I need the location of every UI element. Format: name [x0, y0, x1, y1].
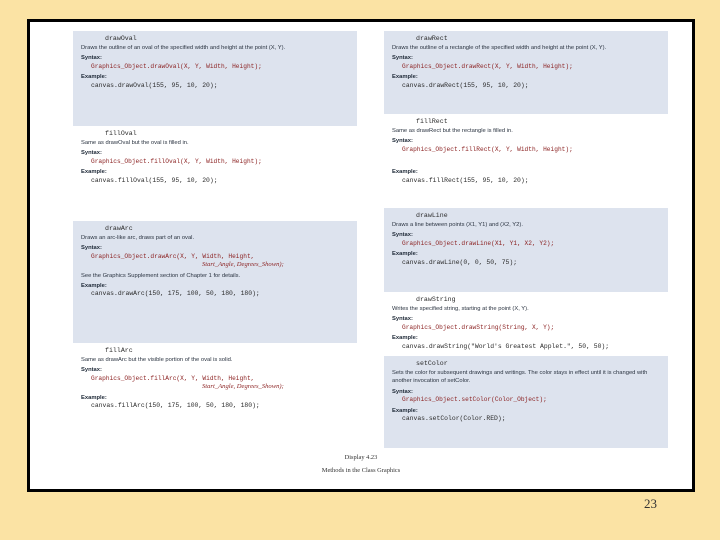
example-code: canvas.drawOval(155, 95, 10, 20);: [91, 81, 218, 89]
syntax-label: Syntax:: [81, 367, 102, 374]
method-description: Same as drawOval but the oval is filled in.: [81, 140, 189, 146]
example-code: canvas.drawRect(155, 95, 10, 20);: [402, 81, 529, 89]
example-code: canvas.fillRect(155, 95, 10, 20);: [402, 176, 529, 184]
method-description: Draws the outline of an oval of the specified width and height at the point (X, Y).: [81, 45, 286, 51]
method-name: drawString: [416, 296, 456, 303]
method-box-setColor: [384, 356, 668, 448]
method-name: drawRect: [416, 35, 448, 42]
syntax-label: Syntax:: [81, 55, 102, 62]
example-label: Example:: [81, 394, 107, 401]
syntax-label: Syntax:: [392, 316, 413, 323]
method-description: Sets the color for subsequent drawings and writings. The color stays in effect until it is changed with another invocation of setColor.: [392, 370, 648, 385]
method-name: setColor: [416, 360, 448, 367]
method-box-fillOval: [73, 126, 357, 221]
example-label: Example:: [81, 74, 107, 81]
method-name: drawLine: [416, 212, 448, 219]
syntax-label: Syntax:: [392, 55, 413, 62]
method-name: drawOval: [105, 35, 137, 42]
example-code: canvas.fillArc(150, 175, 100, 50, 180, 180);: [91, 402, 260, 410]
page-number: 23: [644, 496, 657, 511]
syntax-line: Graphics_Object.drawArc(X, Y, Width, Height,: [91, 252, 255, 260]
method-description: Draws a line between points (X1, Y1) and (X2, Y2).: [392, 222, 523, 228]
method-box-drawString: [384, 292, 668, 356]
method-box-drawOval: [73, 31, 357, 126]
method-box-fillArc: [73, 343, 357, 453]
syntax-label: Syntax:: [392, 138, 413, 145]
method-description: Same as drawRect but the rectangle is filled in.: [392, 128, 513, 134]
display-number: Display 4.23: [344, 454, 378, 461]
display-title: Methods in the Class Graphics: [321, 467, 401, 474]
method-name: fillRect: [416, 118, 448, 125]
syntax-line: Graphics_Object.setColor(Color_Object);: [402, 396, 547, 404]
syntax-line: Graphics_Object.drawOval(X, Y, Width, Height);: [91, 62, 262, 70]
example-label: Example:: [392, 251, 418, 258]
method-name: fillOval: [105, 130, 137, 137]
method-description: Draws an arc-like arc, draws part of an oval.: [81, 235, 195, 241]
method-name: fillArc: [105, 347, 133, 354]
example-code: canvas.setColor(Color.RED);: [402, 415, 506, 423]
method-description: Same as drawArc but the visible portion of the oval is solid.: [81, 357, 233, 363]
example-code: canvas.fillOval(155, 95, 10, 20);: [91, 176, 218, 184]
method-name: drawArc: [105, 225, 133, 232]
syntax-line: Graphics_Object.drawString(String, X, Y);: [402, 323, 555, 331]
syntax-label: Syntax:: [81, 245, 102, 252]
method-box-fillRect: [384, 114, 668, 208]
example-label: Example:: [81, 283, 107, 290]
method-box-drawRect: [384, 31, 668, 114]
example-label: Example:: [392, 169, 418, 176]
method-description: Writes the specified string, starting at the point (X, Y).: [392, 306, 529, 312]
syntax-line: Graphics_Object.fillArc(X, Y, Width, Height,: [91, 374, 255, 382]
method-description: Draws the outline of a rectangle of the specified width and height at the point (X, Y).: [392, 45, 607, 51]
syntax-line: Graphics_Object.fillRect(X, Y, Width, Height);: [402, 145, 573, 153]
syntax-label: Syntax:: [81, 150, 102, 157]
syntax-line: Graphics_Object.drawLine(X1, Y1, X2, Y2);: [402, 239, 555, 247]
right-column: [384, 31, 668, 448]
example-label: Example:: [392, 74, 418, 81]
example-label: Example:: [392, 335, 418, 342]
example-code: canvas.drawLine(0, 0, 50, 75);: [402, 258, 518, 266]
example-code: canvas.drawArc(150, 175, 100, 50, 180, 180);: [91, 290, 260, 298]
syntax-line: Graphics_Object.drawRect(X, Y, Width, Height);: [402, 62, 573, 70]
method-box-drawArc: [73, 221, 357, 343]
example-label: Example:: [392, 407, 418, 414]
syntax-label: Syntax:: [392, 388, 413, 395]
example-label: Example:: [81, 169, 107, 176]
syntax-label: Syntax:: [392, 232, 413, 239]
syntax-line-continued: Start_Angle, Degrees_Shown);: [202, 261, 284, 269]
method-box-drawLine: [384, 208, 668, 292]
syntax-line-continued: Start_Angle, Degrees_Shown);: [202, 383, 284, 391]
left-column: [73, 31, 357, 453]
method-note: See the Graphics Supplement section of Chapter 1 for details.: [81, 272, 241, 279]
syntax-line: Graphics_Object.fillOval(X, Y, Width, Height);: [91, 157, 262, 165]
example-code: canvas.drawString("World's Greatest Applet.", 50, 50);: [402, 342, 610, 350]
slide-frame: [27, 19, 695, 492]
